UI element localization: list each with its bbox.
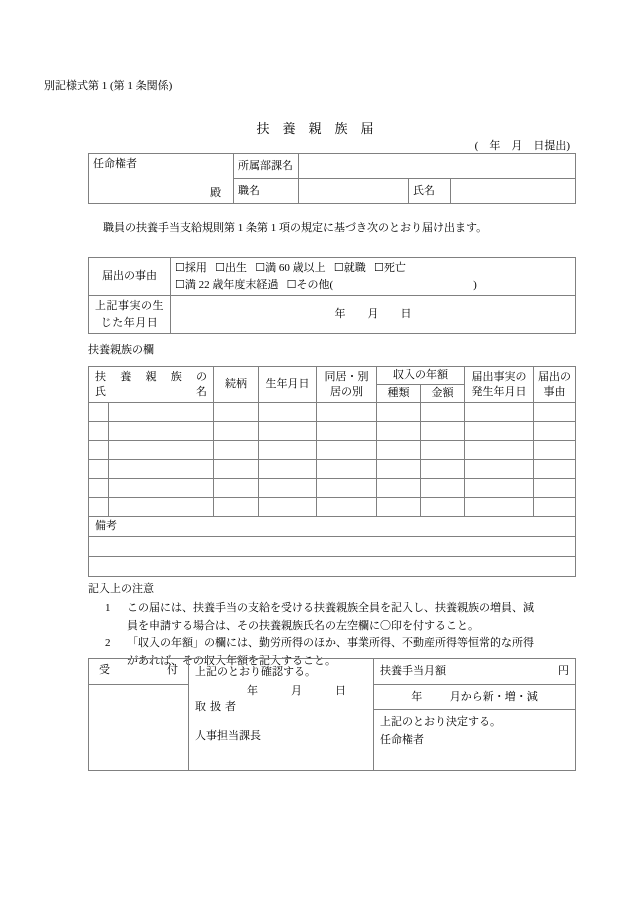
table-row [89,441,576,460]
row-name-cell[interactable] [109,479,214,498]
header-reason [534,367,576,403]
row-event-date-cell[interactable] [465,441,534,460]
receipt-decision-table [88,658,576,771]
header-birthdate: 生年月日 [259,367,317,403]
checkbox-line-1 [175,260,571,277]
position-label: 職名 [234,179,299,204]
checkbox-shibou[interactable]: ☐ [374,262,384,274]
checkbox-label-sonota: その他( [296,278,334,291]
table-row [89,460,576,479]
header-cohabitation-bottom: 居の別 [330,385,363,398]
checkbox-man22[interactable]: ☐ [175,278,185,291]
row-cohabit-cell[interactable] [317,422,377,441]
form-code-label: 別記様式第 1 (第 1 条関係) [44,80,173,92]
fact-date-field[interactable]: 年 月 日 [171,296,576,334]
allowance-unit: 円 [558,665,569,677]
row-income-kind-cell[interactable] [377,403,421,422]
row-birthdate-cell[interactable] [259,460,317,479]
header-income-kind: 種類 [377,385,421,403]
row-mark-cell[interactable] [89,441,109,460]
row-name-cell[interactable] [109,460,214,479]
header-dependant-name-top: 扶養親族の [95,370,207,383]
row-birthdate-cell[interactable] [259,403,317,422]
row-reason-cell[interactable] [534,403,576,422]
dependants-section-heading: 扶養親族の欄 [88,344,154,356]
instruction-text-1-line1: この届には、扶養手当の支給を受ける扶養親族全員を記入し、扶養親族の増員、減 [127,601,534,614]
row-reason-cell[interactable] [534,498,576,517]
instructions-title: 記入上の注意 [88,583,154,595]
remarks-row [89,556,576,576]
table-row [89,659,576,685]
name-value-field[interactable] [451,179,576,204]
row-reason-cell[interactable] [534,479,576,498]
instruction-item-1 [88,600,578,618]
instruction-item-2 [88,635,578,653]
checkbox-sonota[interactable]: ☐ [286,278,297,291]
header-reason-top: 届出の [538,370,571,383]
table-row [89,296,576,334]
confirmation-cell [189,659,374,771]
row-birthdate-cell[interactable] [259,479,317,498]
header-cohabitation-top: 同居・別 [324,370,369,383]
row-income-kind-cell[interactable] [377,498,421,517]
row-relation-cell[interactable] [214,479,259,498]
row-mark-cell[interactable] [89,403,109,422]
appointer-label: 任命権者 [93,158,137,170]
row-mark-cell[interactable] [89,479,109,498]
row-name-cell[interactable] [109,441,214,460]
handler-label: 取扱者 [195,701,240,714]
row-relation-cell[interactable] [214,498,259,517]
header-event-date [465,367,534,403]
department-label: 所属部課名 [234,154,299,179]
confirmation-text: 上記のとおり確認する。 [195,666,316,678]
checkbox-line-2 [175,277,571,294]
header-cohabitation [317,367,377,403]
row-reason-cell[interactable] [534,460,576,479]
checkbox-shussei[interactable]: ☐ [215,262,225,274]
row-income-kind-cell[interactable] [377,460,421,479]
row-event-date-cell[interactable] [465,460,534,479]
receipt-label: 受付 [89,659,189,685]
row-income-amount-cell[interactable] [421,460,465,479]
instruction-item-2-cont: があれば、その収入年額を記入すること。 [127,655,336,668]
row-event-date-cell[interactable] [465,479,534,498]
row-income-kind-cell[interactable] [377,479,421,498]
row-income-amount-cell[interactable] [421,441,465,460]
row-name-cell[interactable] [109,498,214,517]
row-income-amount-cell[interactable] [421,403,465,422]
row-cohabit-cell[interactable] [317,441,377,460]
row-relation-cell[interactable] [214,441,259,460]
table-row [89,154,576,179]
instruction-number-1: 1 [105,601,111,614]
department-value-field[interactable] [299,154,576,179]
row-relation-cell[interactable] [214,422,259,441]
hr-chief-label: 人事担当課長 [195,729,261,742]
checkbox-label-shibou: 死亡 [383,262,406,274]
row-cohabit-cell[interactable] [317,498,377,517]
row-income-kind-cell[interactable] [377,422,421,441]
row-mark-cell[interactable] [89,498,109,517]
checkbox-label-man60: 満 60 歳以上 [265,262,326,274]
row-relation-cell[interactable] [214,403,259,422]
row-income-amount-cell[interactable] [421,479,465,498]
row-birthdate-cell[interactable] [259,422,317,441]
row-name-cell[interactable] [109,422,214,441]
row-event-date-cell[interactable] [465,498,534,517]
page-title: 扶養親族届 [256,121,387,136]
table-row [89,498,576,517]
header-dependant-name [89,367,214,403]
instruction-number-2: 2 [105,637,111,650]
decision-signer-label: 任命権者 [380,733,424,746]
checkbox-label-shussei: 出生 [225,262,247,274]
table-row [89,422,576,441]
row-birthdate-cell[interactable] [259,441,317,460]
row-cohabit-cell[interactable] [317,479,377,498]
header-income-group: 収入の年額 [377,367,465,385]
remarks-line-1[interactable] [89,536,576,556]
checkbox-shushoku[interactable]: ☐ [333,262,344,274]
position-value-field[interactable] [299,179,409,204]
appointer-cell [89,154,234,204]
row-cohabit-cell[interactable] [317,403,377,422]
fact-date-label: 上記事実の生じた年月日 [89,296,171,334]
reason-table [88,257,576,334]
reason-label: 届出の事由 [89,258,171,296]
instruction-text-2-line1: 「収入の年額」の欄には、勤労所得のほか、事業所得、不動産所得等恒常的な所得 [127,637,534,650]
allowance-label: 扶養手当月額 [380,665,446,677]
header-reason-bottom: 事由 [543,385,566,398]
submission-date-line: ( 年 月 日提出) [474,140,570,152]
checkbox-man60[interactable]: ☐ [255,262,266,274]
header-income-amount: 金額 [421,385,465,403]
table-row [89,403,576,422]
appointer-table [88,153,576,204]
table-row [89,258,576,296]
remarks-line-2[interactable] [89,556,576,576]
instruction-item-1-cont: 員を申請する場合は、その扶養親族氏名の左空欄に〇印を付すること。 [127,619,479,632]
row-income-amount-cell[interactable] [421,498,465,517]
header-event-date-bottom: 発生年月日 [471,385,527,398]
row-reason-cell[interactable] [534,441,576,460]
header-dependant-name-bottom: 氏名 [95,385,207,398]
reason-checkbox-group [171,258,576,296]
remarks-row [89,536,576,556]
row-reason-cell[interactable] [534,422,576,441]
decision-cell [374,710,576,771]
checkbox-label-saiyou: 採用 [184,262,207,274]
row-income-amount-cell[interactable] [421,422,465,441]
other-reason-close: ) [473,278,477,291]
decision-text: 上記のとおり決定する。 [380,716,501,728]
checkbox-saiyou[interactable]: ☐ [175,262,185,274]
row-relation-cell[interactable] [214,460,259,479]
dependants-table [88,366,576,577]
row-event-date-cell[interactable] [465,422,534,441]
declaration-statement: 職員の扶養手当支給規則第 1 条第 1 項の規定に基づき次のとおり届け出ます。 [103,222,488,234]
checkbox-label-shushoku: 就職 [343,262,366,274]
header-event-date-top: 届出事実の [471,370,527,383]
table-header-row [89,367,576,385]
confirmation-date-field[interactable]: 年 月 日 [247,684,346,697]
row-mark-cell[interactable] [89,460,109,479]
row-cohabit-cell[interactable] [317,460,377,479]
name-label: 氏名 [409,179,451,204]
remarks-header-row [89,517,576,537]
header-relation: 続柄 [214,367,259,403]
row-birthdate-cell[interactable] [259,498,317,517]
allowance-period-field[interactable]: 年 月から新・増・減 [374,684,576,710]
checkbox-label-man22: 満 22 歳年度末経過 [184,278,279,291]
table-row [89,479,576,498]
row-event-date-cell[interactable] [465,403,534,422]
dono-label: 殿 [210,186,221,199]
row-income-kind-cell[interactable] [377,441,421,460]
row-mark-cell[interactable] [89,422,109,441]
row-name-cell[interactable] [109,403,214,422]
allowance-amount-cell [374,659,576,685]
receipt-stamp-field[interactable] [89,684,189,771]
remarks-label: 備考 [89,517,576,537]
